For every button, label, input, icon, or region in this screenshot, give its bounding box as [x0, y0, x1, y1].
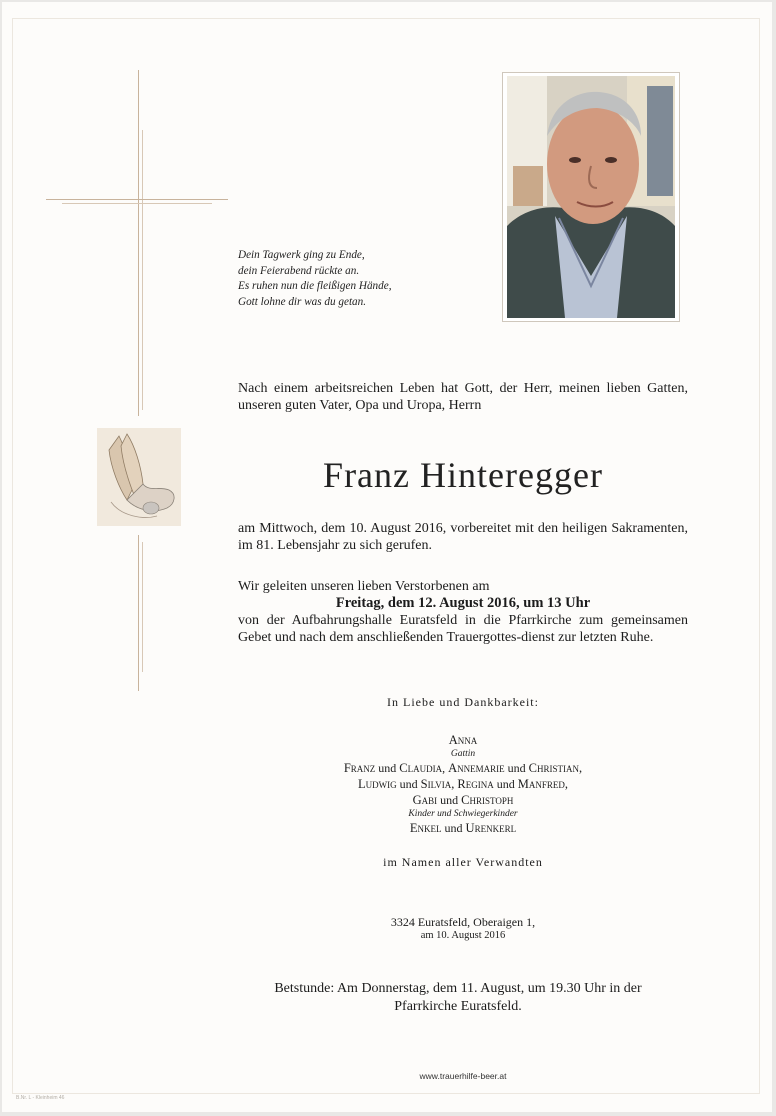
address-date: am 10. August 2016 — [420, 930, 506, 941]
memorial-poem — [238, 248, 478, 310]
mourner-children-line — [238, 776, 688, 792]
mourner-name: Christoph — [461, 793, 514, 807]
poem-line: Dein Tagwerk ging zu Ende, — [238, 249, 365, 261]
mourner-name: Regina — [457, 777, 494, 791]
mourner-name: Urenkerl — [465, 821, 517, 835]
address-block — [238, 915, 688, 943]
address-line: 3324 Euratsfeld, Oberaigen 1, — [390, 915, 536, 929]
mourner-name: Silvia, — [420, 777, 455, 791]
prayer-hour-notice — [218, 980, 698, 1016]
funeral-intro-line: Wir geleiten unseren lieben Verstorbenen am — [238, 579, 490, 594]
cross-horizontal-line-inner — [62, 203, 212, 204]
mourner-name: Gabi — [412, 793, 438, 807]
conjunction: und — [496, 777, 515, 791]
prayer-line: Betstunde: Am Donnerstag, dem 11. August, um 19.30 Uhr in der — [274, 981, 642, 996]
prayer-line: Pfarrkirche Euratsfeld. — [394, 999, 522, 1014]
mourner-name: Christian, — [528, 761, 583, 775]
cross-horizontal-line — [46, 199, 228, 200]
mourners-list — [238, 732, 688, 836]
cross-lower-line-inner — [142, 542, 143, 672]
mourner-name: Ludwig — [358, 777, 397, 791]
conjunction: und — [440, 793, 459, 807]
mourner-name: Annemarie — [448, 761, 505, 775]
funeral-date: Freitag, dem 12. August 2016, um 13 Uhr — [335, 595, 591, 611]
obituary-page — [2, 2, 772, 1112]
mourner-name: Manfred, — [517, 777, 568, 791]
website-link[interactable]: www.trauerhilfe-beer.at — [419, 1071, 507, 1081]
conjunction: und — [444, 821, 463, 835]
mourner-name: Claudia — [399, 761, 443, 775]
death-notice-text: am Mittwoch, dem 10. August 2016, vorbereitet mit den heiligen Sakramenten, im 81. Lebensjahr zu sich gerufen. — [238, 521, 688, 553]
relation-label: Gattin — [450, 749, 476, 759]
cross-lower-line — [138, 535, 139, 691]
intro-text: Nach einem arbeitsreichen Leben hat Gott, der Herr, meinen lieben Gatten, unseren guten Vater, Opa und Uropa, Herrn — [238, 381, 688, 413]
conjunction: und — [399, 777, 418, 791]
praying-hands-image — [97, 428, 181, 526]
relatives-line: im Namen aller Verwandten — [383, 855, 543, 869]
conjunction: und — [507, 761, 526, 775]
mourner-children-line: Franz und Claudia, Annemarie und Christian, — [343, 761, 583, 775]
poem-line: Es ruhen nun die fleißigen Hände, — [238, 280, 392, 292]
relation-label: Kinder und Schwiegerkinder — [408, 809, 518, 819]
portrait-photo — [507, 76, 675, 318]
cross-vertical-line — [138, 70, 139, 416]
cross-vertical-line-inner — [142, 130, 143, 410]
conjunction: und — [378, 761, 397, 775]
portrait-photo-frame — [502, 72, 680, 322]
funeral-description: von der Aufbahrungshalle Euratsfeld in die Pfarrkirche zum gemeinsamen Gebet und nach dem anschließenden Trauergottes-dienst zur letzten Ruhe. — [238, 613, 688, 645]
thanks-heading: In Liebe und Dankbarkeit: — [387, 695, 539, 709]
deceased-name: Franz Hinteregger — [323, 455, 603, 495]
mourner-name: Enkel — [409, 821, 442, 835]
poem-line: dein Feierabend rückte an. — [238, 264, 360, 277]
mourner-children-line — [238, 792, 688, 808]
mourner-grandchildren-line — [238, 820, 688, 836]
funeral-info — [238, 578, 688, 646]
poem-line: Gott lohne dir was du getan. — [238, 295, 367, 308]
print-footnote: B.Nr. L - Kleinheim 46 — [16, 1095, 65, 1101]
mourner-name: Franz — [343, 761, 376, 775]
mourner-wife: Anna — [448, 733, 478, 747]
